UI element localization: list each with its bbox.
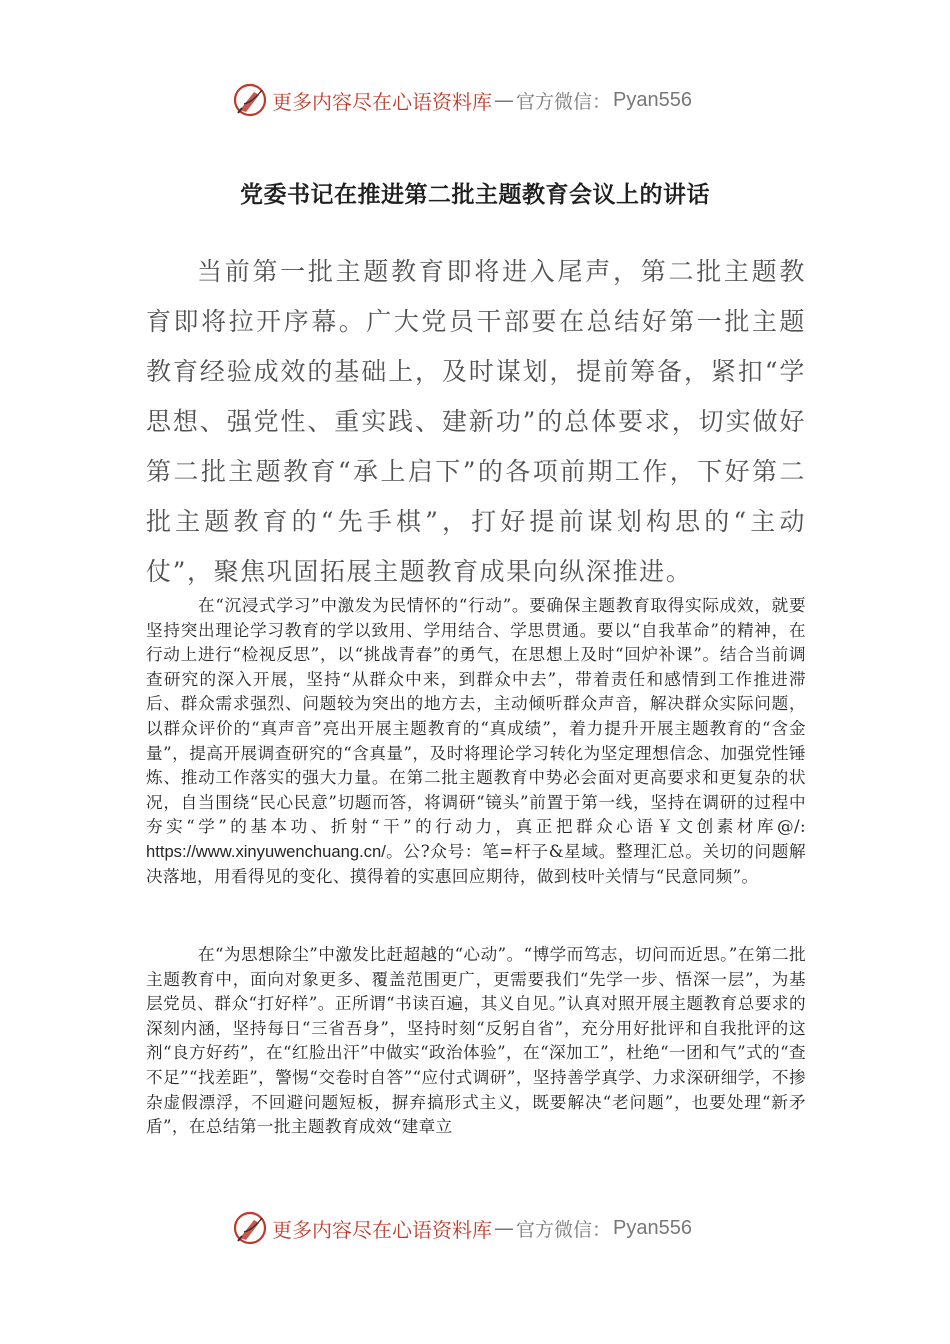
paragraph-1-text-a: 在“沉浸式学习”中激发为民情怀的“行动”。要确保主题教育取得实际成效，就要坚持突出理论学习教育的学以致用、学用结合、学思贯通。要以“自我革命”的精神，在行动上进行“检视反思”，以“挑战青春”的勇气，在思想上及时“回炉补课”。结合当前调查研究的深入开展，坚持“从群众中来，到群众中去”，带着责任和感情到工作推进滞后、群众需求强烈、问题较为突出的地方去，主动倾听群众声音，解决群众实际问题，以群众评价的“真声音”亮出开展主题教育的“真成绩”，着力提升开展主题教育的“含金量”，提高开展调查研究的“含真量”，及时将理论学习转化为坚定理想信念、加强党性锤炼、推动工作落实的强大力量。在第二批主题教育中势必会面对更高要求和更复杂的状况，自当围绕“民心民意”切题而答，将调研“镜头”前置于第一线，坚持在调研的过程中夯实“学”的基本功、折射“干”的行动力，真正把群众心语￥文创素材库@/:	[146, 596, 806, 837]
pen-nib-logo-icon	[232, 82, 268, 118]
document-title: 党委书记在推进第二批主题教育会议上的讲话	[240, 181, 710, 208]
banner-wechat-id: Pyan556	[613, 1216, 692, 1239]
body-paragraph-1	[146, 594, 806, 889]
banner-text: 更多内容尽在心语资料库	[272, 89, 492, 114]
banner-separator: —	[494, 88, 514, 112]
header-banner	[232, 80, 692, 120]
pen-nib-logo-icon	[232, 1210, 268, 1246]
paragraph-1-url: https://www.xinyuwenchuang.cn/	[146, 841, 386, 861]
banner-separator: —	[494, 1216, 514, 1240]
paragraph-1-text-b: 。公?众号：笔=杆子&星域。整理汇总。关切的问题解决落地，用看得见的变化、摸得着的实惠回应期待，做到枝叶关情与“民意同频”。	[146, 841, 806, 886]
body-paragraph-2: 在“为思想除尘”中激发比赶超越的“心动”。“博学而笃志，切问而近思。”在第二批主题教育中，面向对象更多、覆盖范围更广，更需要我们“先学一步、悟深一层”，为基层党员、群众“打好样”。正所谓“书读百遍，其义自见。”认真对照开展主题教育总要求的深刻内涵，坚持每日“三省吾身”，坚持时刻“反躬自省”，充分用好批评和自我批评的这剂“良方好药”，在“红脸出汗”中做实“政治体验”，在“深加工”，杜绝“一团和气”式的“查不足”“找差距”，警惕“交卷时自答”“应付式调研”，坚持善学真学、力求深研细学，不掺杂虚假漂浮，不回避问题短板，摒弃搞形式主义，既要解决“老问题”，也要处理“新矛盾”，在总结第一批主题教育成效“建章立	[146, 945, 806, 1137]
banner-wechat-id: Pyan556	[613, 88, 692, 111]
footer-banner	[232, 1208, 692, 1248]
lead-paragraph: 当前第一批主题教育即将进入尾声，第二批主题教育即将拉开序幕。广大党员干部要在总结好第一批主题教育经验成效的基础上，及时谋划，提前筹备，紧扣“学思想、强党性、重实践、建新功”的总体要求，切实做好第二批主题教育“承上启下”的各项前期工作，下好第二批主题教育的“先手棋”，打好提前谋划构思的“主动仗”，聚焦巩固拓展主题教育成果向纵深推进。	[146, 257, 806, 586]
banner-wechat-label: 官方微信：	[516, 1218, 612, 1241]
banner-wechat-label: 官方微信：	[516, 90, 612, 113]
banner-text: 更多内容尽在心语资料库	[272, 1217, 492, 1242]
